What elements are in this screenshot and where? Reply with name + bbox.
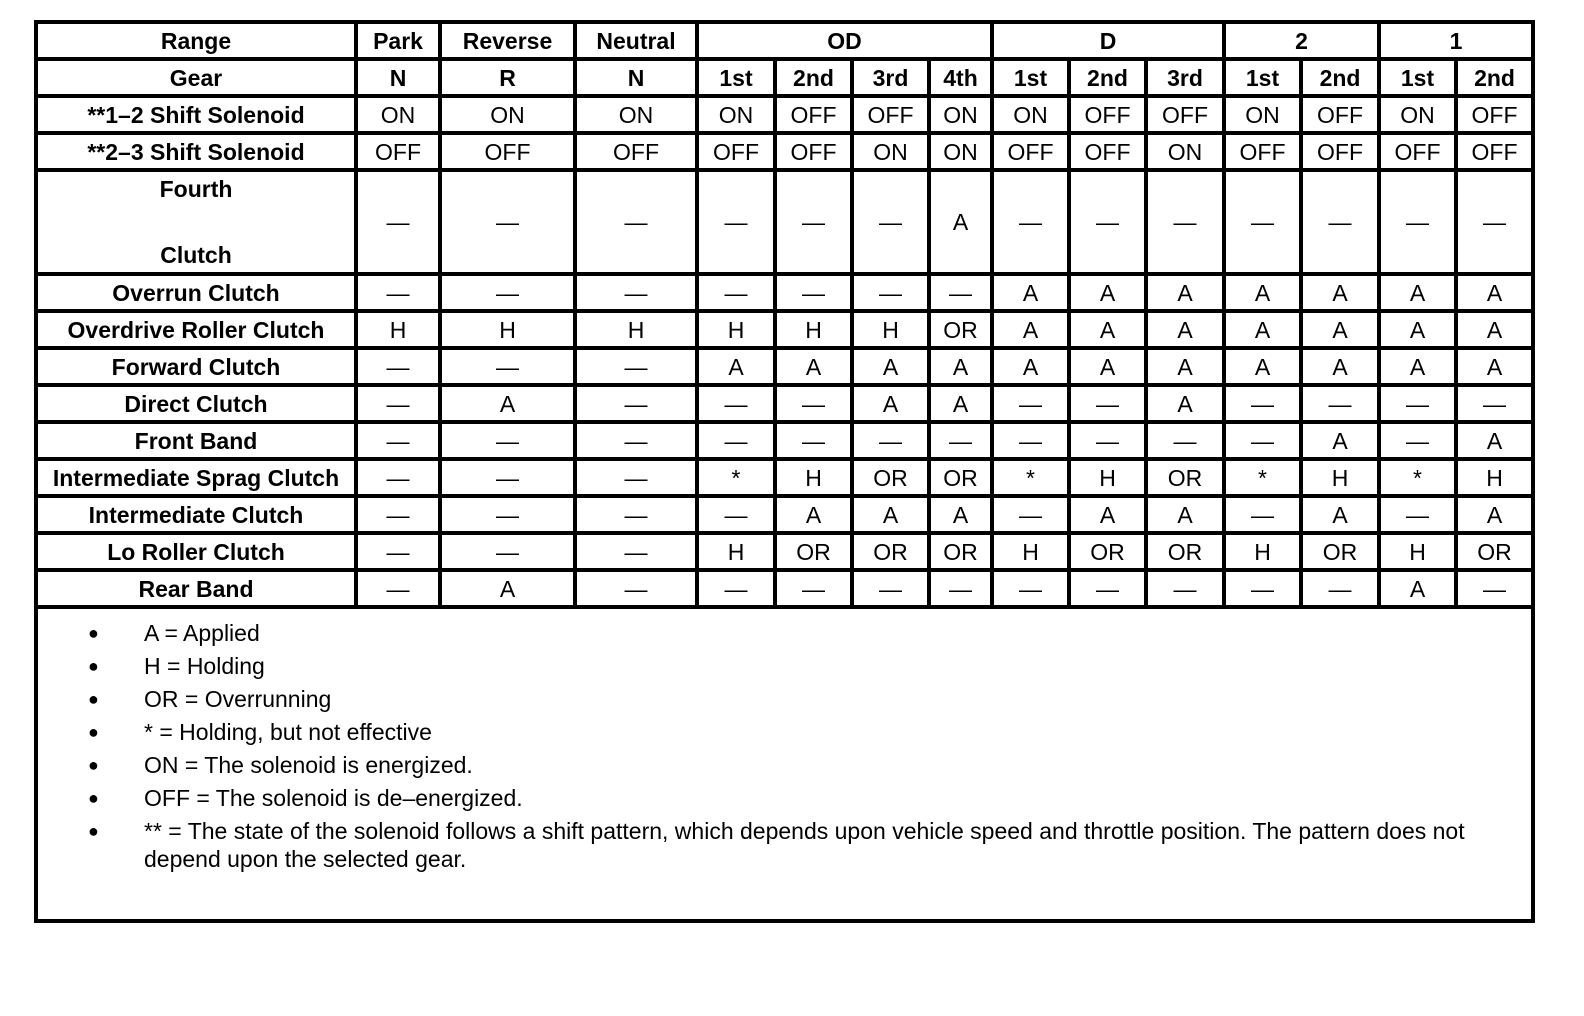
legend-item bbox=[88, 685, 1521, 713]
legend-item bbox=[88, 751, 1521, 779]
table-cell: — bbox=[852, 274, 929, 311]
table-cell: A bbox=[929, 170, 992, 274]
table-cell: A bbox=[697, 348, 775, 385]
table-cell: ON bbox=[440, 96, 575, 133]
table-cell: — bbox=[1379, 422, 1456, 459]
table-cell: — bbox=[575, 422, 697, 459]
table-cell: — bbox=[356, 496, 440, 533]
table-row bbox=[36, 348, 1533, 385]
table-cell: — bbox=[1301, 570, 1379, 607]
table-cell: OFF bbox=[992, 133, 1069, 170]
table-cell: H bbox=[1379, 533, 1456, 570]
table-cell: H bbox=[852, 311, 929, 348]
gear-header-cell: 1st bbox=[697, 59, 775, 96]
row-label: Overdrive Roller Clutch bbox=[36, 311, 356, 348]
table-cell: OFF bbox=[575, 133, 697, 170]
table-cell: OFF bbox=[1456, 96, 1533, 133]
table-cell: — bbox=[1379, 496, 1456, 533]
table-cell: — bbox=[575, 570, 697, 607]
legend-item bbox=[88, 817, 1521, 873]
row-label: Overrun Clutch bbox=[36, 274, 356, 311]
table-cell: OR bbox=[1069, 533, 1146, 570]
table-cell: A bbox=[775, 496, 852, 533]
table-cell: A bbox=[1456, 348, 1533, 385]
table-cell: ON bbox=[852, 133, 929, 170]
table-cell: A bbox=[1301, 496, 1379, 533]
table-cell: * bbox=[1379, 459, 1456, 496]
table-cell: — bbox=[852, 170, 929, 274]
table-cell: OFF bbox=[1301, 133, 1379, 170]
table-cell: — bbox=[1379, 170, 1456, 274]
gear-header-cell: 3rd bbox=[852, 59, 929, 96]
table-cell: OFF bbox=[775, 96, 852, 133]
table-cell: A bbox=[929, 385, 992, 422]
table-cell: — bbox=[575, 533, 697, 570]
table-cell: OFF bbox=[356, 133, 440, 170]
table-cell: A bbox=[1456, 274, 1533, 311]
bullet-icon: ● bbox=[88, 689, 99, 709]
legend-item bbox=[88, 718, 1521, 746]
table-cell: OFF bbox=[1224, 133, 1301, 170]
table-cell: — bbox=[356, 422, 440, 459]
table-cell: — bbox=[575, 170, 697, 274]
table-cell: OFF bbox=[1379, 133, 1456, 170]
table-cell: H bbox=[1456, 459, 1533, 496]
table-cell: — bbox=[1146, 170, 1224, 274]
table-cell: — bbox=[1146, 422, 1224, 459]
table-cell: A bbox=[992, 274, 1069, 311]
gear-header-row bbox=[36, 59, 1533, 96]
table-row bbox=[36, 133, 1533, 170]
table-cell: — bbox=[992, 422, 1069, 459]
table-cell: — bbox=[697, 385, 775, 422]
range-header-od: OD bbox=[697, 22, 992, 59]
table-row bbox=[36, 274, 1533, 311]
table-cell: A bbox=[1146, 311, 1224, 348]
table-body bbox=[36, 22, 1533, 921]
table-row bbox=[36, 96, 1533, 133]
table-cell: — bbox=[992, 170, 1069, 274]
table-cell: A bbox=[929, 496, 992, 533]
table-cell: A bbox=[1456, 496, 1533, 533]
table-cell: A bbox=[1069, 496, 1146, 533]
table-cell: A bbox=[1301, 348, 1379, 385]
table-cell: H bbox=[575, 311, 697, 348]
range-header-park: Park bbox=[356, 22, 440, 59]
table-cell: — bbox=[992, 570, 1069, 607]
table-cell: — bbox=[575, 348, 697, 385]
table-cell: — bbox=[575, 385, 697, 422]
row-label: Forward Clutch bbox=[36, 348, 356, 385]
legend-text: A = Applied bbox=[144, 620, 260, 646]
row-label-gap bbox=[38, 206, 354, 239]
row-label: **2–3 Shift Solenoid bbox=[36, 133, 356, 170]
table-cell: — bbox=[575, 459, 697, 496]
table-cell: A bbox=[440, 570, 575, 607]
table-cell: A bbox=[1301, 274, 1379, 311]
table-cell: — bbox=[697, 496, 775, 533]
gear-header-cell: N bbox=[356, 59, 440, 96]
table-cell: OR bbox=[852, 533, 929, 570]
table-cell: — bbox=[1224, 170, 1301, 274]
table-cell: — bbox=[1301, 385, 1379, 422]
gear-header-cell: R bbox=[440, 59, 575, 96]
row-label: **1–2 Shift Solenoid bbox=[36, 96, 356, 133]
table-cell: — bbox=[440, 422, 575, 459]
table-cell: A bbox=[992, 311, 1069, 348]
row-label-line: Fourth bbox=[159, 175, 233, 202]
table-cell: A bbox=[1456, 422, 1533, 459]
bullet-icon: ● bbox=[88, 656, 99, 676]
row-label: Rear Band bbox=[36, 570, 356, 607]
table-cell: — bbox=[697, 274, 775, 311]
table-cell: — bbox=[775, 385, 852, 422]
table-cell: — bbox=[775, 570, 852, 607]
table-cell: — bbox=[852, 570, 929, 607]
table-row bbox=[36, 496, 1533, 533]
table-cell: — bbox=[575, 274, 697, 311]
table-cell: A bbox=[1301, 311, 1379, 348]
gear-header-cell: 1st bbox=[992, 59, 1069, 96]
table-cell: — bbox=[929, 422, 992, 459]
table-cell: — bbox=[575, 496, 697, 533]
table-cell: — bbox=[440, 170, 575, 274]
table-cell: A bbox=[852, 348, 929, 385]
table-cell: — bbox=[1224, 570, 1301, 607]
table-cell: — bbox=[697, 422, 775, 459]
table-cell: A bbox=[992, 348, 1069, 385]
row-label: Direct Clutch bbox=[36, 385, 356, 422]
table-cell: ON bbox=[929, 133, 992, 170]
table-cell: OR bbox=[929, 459, 992, 496]
table-cell: ON bbox=[1224, 96, 1301, 133]
legend-text: ON = The solenoid is energized. bbox=[144, 752, 473, 778]
table-cell: A bbox=[1379, 274, 1456, 311]
table-row bbox=[36, 311, 1533, 348]
table-cell: ON bbox=[575, 96, 697, 133]
table-cell: — bbox=[356, 570, 440, 607]
table-cell: A bbox=[440, 385, 575, 422]
table-cell: — bbox=[1301, 170, 1379, 274]
table-cell: H bbox=[775, 459, 852, 496]
table-cell: OR bbox=[929, 533, 992, 570]
table-cell: — bbox=[775, 274, 852, 311]
table-cell: — bbox=[852, 422, 929, 459]
table-cell: OFF bbox=[1069, 96, 1146, 133]
table-cell: OR bbox=[1146, 533, 1224, 570]
table-cell: * bbox=[1224, 459, 1301, 496]
table-cell: H bbox=[775, 311, 852, 348]
table-cell: OR bbox=[929, 311, 992, 348]
table-cell: — bbox=[1456, 170, 1533, 274]
table-cell: A bbox=[1224, 274, 1301, 311]
range-header-label: Range bbox=[36, 22, 356, 59]
table-cell: — bbox=[1224, 496, 1301, 533]
row-label-line: Clutch bbox=[160, 241, 232, 268]
legend-list bbox=[88, 619, 1521, 873]
table-cell: H bbox=[697, 533, 775, 570]
bullet-icon: ● bbox=[88, 722, 99, 742]
table-cell: OR bbox=[1456, 533, 1533, 570]
range-header-reverse: Reverse bbox=[440, 22, 575, 59]
table-cell: A bbox=[1379, 570, 1456, 607]
table-cell: A bbox=[852, 385, 929, 422]
table-cell: A bbox=[1146, 496, 1224, 533]
table-cell: OFF bbox=[697, 133, 775, 170]
row-label bbox=[36, 170, 356, 274]
legend-text: * = Holding, but not effective bbox=[144, 719, 432, 745]
range-header-neutral: Neutral bbox=[575, 22, 697, 59]
table-cell: — bbox=[1146, 570, 1224, 607]
table-cell: H bbox=[697, 311, 775, 348]
table-cell: A bbox=[852, 496, 929, 533]
table-cell: ON bbox=[697, 96, 775, 133]
table-cell: — bbox=[1224, 385, 1301, 422]
table-cell: H bbox=[1301, 459, 1379, 496]
table-cell: A bbox=[1379, 311, 1456, 348]
gear-header-cell: 1st bbox=[1224, 59, 1301, 96]
table-cell: ON bbox=[929, 96, 992, 133]
legend-text: OFF = The solenoid is de–energized. bbox=[144, 785, 523, 811]
table-cell: H bbox=[1069, 459, 1146, 496]
table-cell: ON bbox=[992, 96, 1069, 133]
gear-header-cell: 1st bbox=[1379, 59, 1456, 96]
legend-item bbox=[88, 784, 1521, 812]
table-cell: — bbox=[356, 533, 440, 570]
table-cell: — bbox=[356, 170, 440, 274]
clutch-application-table bbox=[34, 20, 1535, 923]
gear-header-cell: 2nd bbox=[1456, 59, 1533, 96]
row-label: Intermediate Clutch bbox=[36, 496, 356, 533]
table-cell: A bbox=[1456, 311, 1533, 348]
table-cell: OFF bbox=[1069, 133, 1146, 170]
table-cell: OR bbox=[852, 459, 929, 496]
table-cell: — bbox=[440, 459, 575, 496]
table-cell: — bbox=[356, 459, 440, 496]
gear-header-cell: 2nd bbox=[775, 59, 852, 96]
table-cell: — bbox=[929, 570, 992, 607]
table-cell: — bbox=[1379, 385, 1456, 422]
table-cell: — bbox=[929, 274, 992, 311]
table-cell: OR bbox=[1146, 459, 1224, 496]
table-cell: OFF bbox=[775, 133, 852, 170]
gear-header-cell: 4th bbox=[929, 59, 992, 96]
table-cell: OR bbox=[775, 533, 852, 570]
table-cell: ON bbox=[356, 96, 440, 133]
table-cell: ON bbox=[1146, 133, 1224, 170]
legend-item bbox=[88, 652, 1521, 680]
row-label: Front Band bbox=[36, 422, 356, 459]
table-row bbox=[36, 459, 1533, 496]
legend-text: OR = Overrunning bbox=[144, 686, 332, 712]
table-cell: H bbox=[440, 311, 575, 348]
table-cell: — bbox=[440, 496, 575, 533]
table-row bbox=[36, 570, 1533, 607]
legend-text: ** = The state of the solenoid follows a shift pattern, which depends upon vehicle speed and throttle position. The pattern does not depend upon the selected gear. bbox=[144, 818, 1465, 872]
row-label: Intermediate Sprag Clutch bbox=[36, 459, 356, 496]
legend-row bbox=[36, 607, 1533, 921]
table-cell: — bbox=[1456, 570, 1533, 607]
table-cell: A bbox=[775, 348, 852, 385]
table-cell: — bbox=[992, 385, 1069, 422]
table-cell: — bbox=[1224, 422, 1301, 459]
table-cell: — bbox=[440, 348, 575, 385]
table-cell: — bbox=[697, 570, 775, 607]
table-cell: — bbox=[992, 496, 1069, 533]
table-cell: — bbox=[356, 348, 440, 385]
table-cell: H bbox=[1224, 533, 1301, 570]
row-label: Lo Roller Clutch bbox=[36, 533, 356, 570]
bullet-icon: ● bbox=[88, 821, 99, 841]
table-cell: A bbox=[1301, 422, 1379, 459]
table-cell: A bbox=[1224, 348, 1301, 385]
table-cell: OFF bbox=[1301, 96, 1379, 133]
legend-item bbox=[88, 619, 1521, 647]
table-cell: * bbox=[992, 459, 1069, 496]
table-cell: OFF bbox=[1456, 133, 1533, 170]
table-cell: — bbox=[697, 170, 775, 274]
table-row bbox=[36, 422, 1533, 459]
table-row bbox=[36, 533, 1533, 570]
table-cell: OR bbox=[1301, 533, 1379, 570]
bullet-icon: ● bbox=[88, 623, 99, 643]
range-header-2: 2 bbox=[1224, 22, 1379, 59]
range-header-1: 1 bbox=[1379, 22, 1533, 59]
table-cell: A bbox=[929, 348, 992, 385]
table-cell: H bbox=[992, 533, 1069, 570]
table-cell: ON bbox=[1379, 96, 1456, 133]
table-cell: A bbox=[1379, 348, 1456, 385]
table-cell: OFF bbox=[440, 133, 575, 170]
table-cell: A bbox=[1069, 274, 1146, 311]
table-cell: — bbox=[1069, 570, 1146, 607]
range-header-d: D bbox=[992, 22, 1224, 59]
table-cell: — bbox=[1069, 422, 1146, 459]
table-row bbox=[36, 385, 1533, 422]
table-cell: A bbox=[1146, 274, 1224, 311]
table-cell: A bbox=[1146, 385, 1224, 422]
table-cell: — bbox=[356, 385, 440, 422]
legend-text: H = Holding bbox=[144, 653, 265, 679]
table-cell: * bbox=[697, 459, 775, 496]
table-cell: — bbox=[356, 274, 440, 311]
table-cell: — bbox=[440, 533, 575, 570]
table-cell: — bbox=[775, 422, 852, 459]
table-cell: — bbox=[1456, 385, 1533, 422]
table-row bbox=[36, 170, 1533, 274]
table-cell: — bbox=[775, 170, 852, 274]
table-cell: H bbox=[356, 311, 440, 348]
gear-header-cell: 3rd bbox=[1146, 59, 1224, 96]
table-cell: OFF bbox=[852, 96, 929, 133]
gear-header-cell: N bbox=[575, 59, 697, 96]
table-cell: A bbox=[1146, 348, 1224, 385]
gear-header-label: Gear bbox=[36, 59, 356, 96]
legend bbox=[36, 607, 1533, 921]
gear-header-cell: 2nd bbox=[1069, 59, 1146, 96]
gear-header-cell: 2nd bbox=[1301, 59, 1379, 96]
table-cell: OFF bbox=[1146, 96, 1224, 133]
table-cell: A bbox=[1069, 348, 1146, 385]
table-cell: A bbox=[1069, 311, 1146, 348]
table-cell: — bbox=[1069, 170, 1146, 274]
range-header-row bbox=[36, 22, 1533, 59]
table-cell: A bbox=[1224, 311, 1301, 348]
table-cell: — bbox=[440, 274, 575, 311]
bullet-icon: ● bbox=[88, 788, 99, 808]
table-cell: — bbox=[1069, 385, 1146, 422]
bullet-icon: ● bbox=[88, 755, 99, 775]
